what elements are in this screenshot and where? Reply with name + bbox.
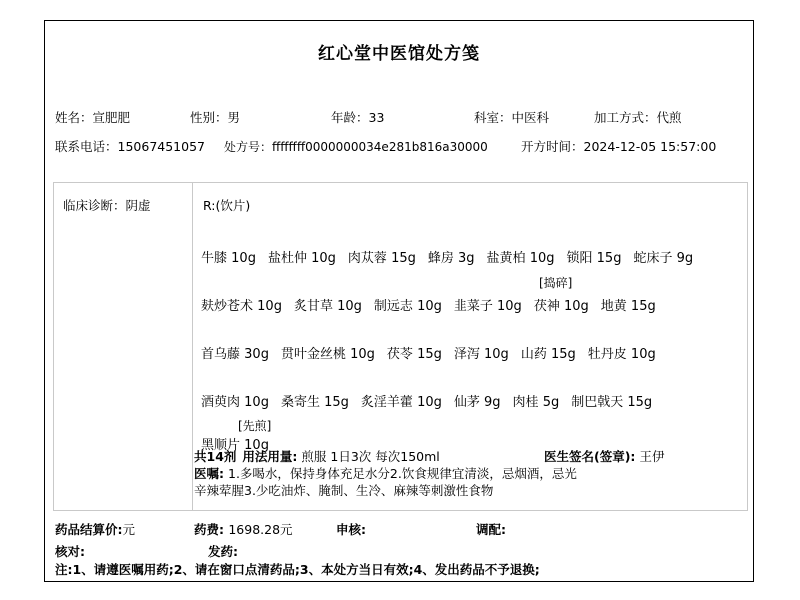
gender-label: 性别： (190, 110, 228, 125)
medicine-name: 盐杜仲 (267, 251, 307, 266)
medicine-dose: 9g (676, 251, 694, 266)
medicine-dose: 10g (630, 347, 656, 362)
medicine-dose: 5g (542, 395, 560, 410)
field-diagnosis (63, 196, 151, 214)
rx-time-label: 开方时间： (521, 139, 584, 154)
medicine-item (454, 395, 501, 410)
medicine-name: 牡丹皮 (587, 347, 627, 362)
medicine-line-1 (201, 247, 705, 266)
medicine-item (428, 251, 475, 266)
medicine-dose: 10g (563, 299, 589, 314)
field-age (331, 108, 384, 126)
medicine-item (588, 347, 656, 362)
diagnosis-value: 阴虚 (125, 198, 151, 213)
medicine-dose: 10g (337, 299, 362, 314)
medicine-dose: 9g (484, 395, 501, 410)
age-label: 年龄： (331, 110, 369, 125)
settle-price-label: 药品结算价: (55, 522, 123, 537)
field-gender (190, 108, 240, 126)
medicine-line-3 (201, 343, 668, 362)
medicine-item (201, 347, 269, 362)
medicine-name: 炙甘草 (293, 299, 333, 314)
fee-label: 药费: (194, 522, 224, 537)
field-rx-no (224, 138, 488, 155)
medicine-name: 蛇床子 (633, 251, 673, 266)
field-patient-name (55, 108, 130, 126)
medicine-dose: 15g (596, 251, 622, 266)
medicine-item (361, 395, 442, 410)
medicine-item (201, 299, 282, 314)
doctor-name: 王伊 (639, 449, 665, 464)
advice-label: 医嘱: (194, 466, 224, 481)
patient-name-value: 宣肥肥 (92, 110, 131, 125)
medicine-dose: 15g (550, 347, 576, 362)
medicine-dose: 10g (244, 395, 269, 410)
medicine-item (374, 299, 442, 314)
medicine-name: 黑顺片 (201, 438, 241, 453)
medicine-dose: 10g (311, 251, 336, 266)
medicine-name: 茯苓 (386, 347, 413, 362)
medicine-item (521, 347, 576, 362)
field-dispense (208, 542, 238, 560)
medicine-item (281, 395, 349, 410)
advice-text-1: 1.多喝水，保持身体充足水分2.饮食规律宜清淡，忌烟酒，忌光 (228, 466, 577, 481)
medicine-dose: 10g (244, 438, 269, 453)
phone-label: 联系电话： (55, 139, 118, 154)
medicine-dose: 10g (417, 395, 442, 410)
field-processing (594, 108, 682, 126)
medicine-item (454, 347, 509, 362)
medicine-item (454, 299, 522, 314)
prepare-label: 调配: (476, 522, 506, 537)
advice-line-1 (194, 464, 577, 482)
check-label: 核对: (55, 544, 85, 559)
diagnosis-label: 临床诊断： (63, 198, 126, 213)
medicine-dose: 10g (529, 251, 555, 266)
department-value: 中医科 (511, 110, 550, 125)
dose-count: 共14剂 (194, 449, 237, 464)
diagnosis-divider (192, 183, 193, 510)
dispense-label: 发药: (208, 544, 238, 559)
rx-no-value: ffffffff0000000034e281b816a30000 (272, 140, 488, 154)
patient-name-label: 姓名： (55, 110, 93, 125)
rx-no-label: 处方号： (224, 140, 273, 154)
phone-value: 15067451057 (117, 139, 205, 154)
medicine-dose: 15g (630, 299, 656, 314)
review-label: 申核: (336, 522, 366, 537)
medicine-name: 贯叶金丝桃 (280, 347, 346, 362)
medicine-dose: 10g (484, 347, 509, 362)
medicine-name: 茯神 (533, 299, 560, 314)
medicine-line-2 (201, 295, 668, 314)
field-prepare (476, 520, 506, 538)
processing-value: 代煎 (656, 110, 682, 125)
medicine-item (201, 395, 269, 410)
medicine-name: 肉苁蓉 (347, 251, 387, 266)
usage-label: 用法用量: (242, 449, 298, 464)
medicine-name: 制巴戟天 (571, 395, 624, 410)
medicine-name: 地黄 (600, 299, 627, 314)
medicine-name: 盐黄柏 (486, 251, 526, 266)
medicine-name: 泽泻 (453, 347, 480, 362)
department-label: 科室： (474, 110, 512, 125)
usage-line (194, 447, 440, 465)
doctor-label: 医生签名(签章): (544, 449, 636, 464)
medicine-name: 桑寄生 (280, 395, 320, 410)
medicine-dose: 10g (231, 251, 256, 266)
medicine-name: 肉桂 (512, 395, 539, 410)
medicine-dose: 10g (350, 347, 375, 362)
medicine-item (513, 395, 560, 410)
field-department (474, 108, 549, 126)
footer-note: 注:1、请遵医嘱用药;2、请在窗口点清药品;3、本处方当日有效;4、发出药品不予退换; (55, 562, 540, 577)
age-value: 33 (368, 110, 385, 125)
medicine-item (387, 347, 442, 362)
medicine-name: 山药 (520, 347, 547, 362)
medicine-dose: 15g (627, 395, 653, 410)
medicine-name: 锁阳 (566, 251, 593, 266)
medicine-item (487, 251, 555, 266)
medicine-name: 首乌藤 (201, 347, 241, 362)
medicine-dose: 15g (391, 251, 416, 266)
medicine-name: 牛膝 (201, 251, 228, 266)
medicine-item (348, 251, 416, 266)
medicine-dose: 3g (458, 251, 475, 266)
advice-line-2: 辛辣荤腥3.少吃油炸、腌制、生冷、麻辣等刺激性食物 (194, 483, 494, 498)
medicine-item (201, 251, 256, 266)
medicine-item (534, 299, 589, 314)
medicine-item (281, 347, 375, 362)
fee-value: 1698.28元 (228, 522, 293, 537)
rx-header: R:(饮片) (203, 198, 251, 213)
medicine-item (601, 299, 656, 314)
field-check (55, 542, 85, 560)
field-fee (194, 520, 293, 538)
processing-label: 加工方式： (594, 110, 657, 125)
prescription-page (44, 20, 754, 582)
usage-value: 煎服 1日3次 每次150ml (301, 449, 440, 464)
field-rx-time (521, 137, 716, 155)
medicine-item (268, 251, 336, 266)
medicine-dose: 10g (417, 299, 442, 314)
gender-value: 男 (227, 110, 241, 125)
medicine-item (294, 299, 362, 314)
doctor-signature (544, 447, 664, 465)
annotation-decoct-first: [先煎] (238, 419, 272, 433)
medicine-name: 麸炒苍术 (201, 299, 254, 314)
field-settle-price (55, 520, 135, 538)
rx-time-value: 2024-12-05 15:57:00 (583, 139, 717, 154)
medicine-dose: 15g (417, 347, 442, 362)
medicine-name: 蜂房 (427, 251, 454, 266)
medicine-name: 制远志 (373, 299, 413, 314)
medicine-name: 炙淫羊藿 (360, 395, 413, 410)
field-phone (55, 137, 205, 155)
medicine-name: 仙茅 (453, 395, 480, 410)
medicine-name: 韭菜子 (453, 299, 493, 314)
settle-price-value: 元 (122, 522, 136, 537)
medicine-dose: 10g (497, 299, 522, 314)
page-title: 红心堂中医馆处方笺 (318, 44, 480, 64)
medicine-item (567, 251, 622, 266)
medicine-item (571, 395, 652, 410)
medicine-dose: 15g (324, 395, 349, 410)
medicine-item (633, 251, 693, 266)
medicine-name: 酒萸肉 (201, 395, 241, 410)
medicine-dose: 10g (257, 299, 282, 314)
medicine-dose: 30g (244, 347, 269, 362)
field-review (336, 520, 366, 538)
medicine-line-4 (201, 391, 664, 410)
annotation-crush: [捣碎] (539, 276, 573, 290)
